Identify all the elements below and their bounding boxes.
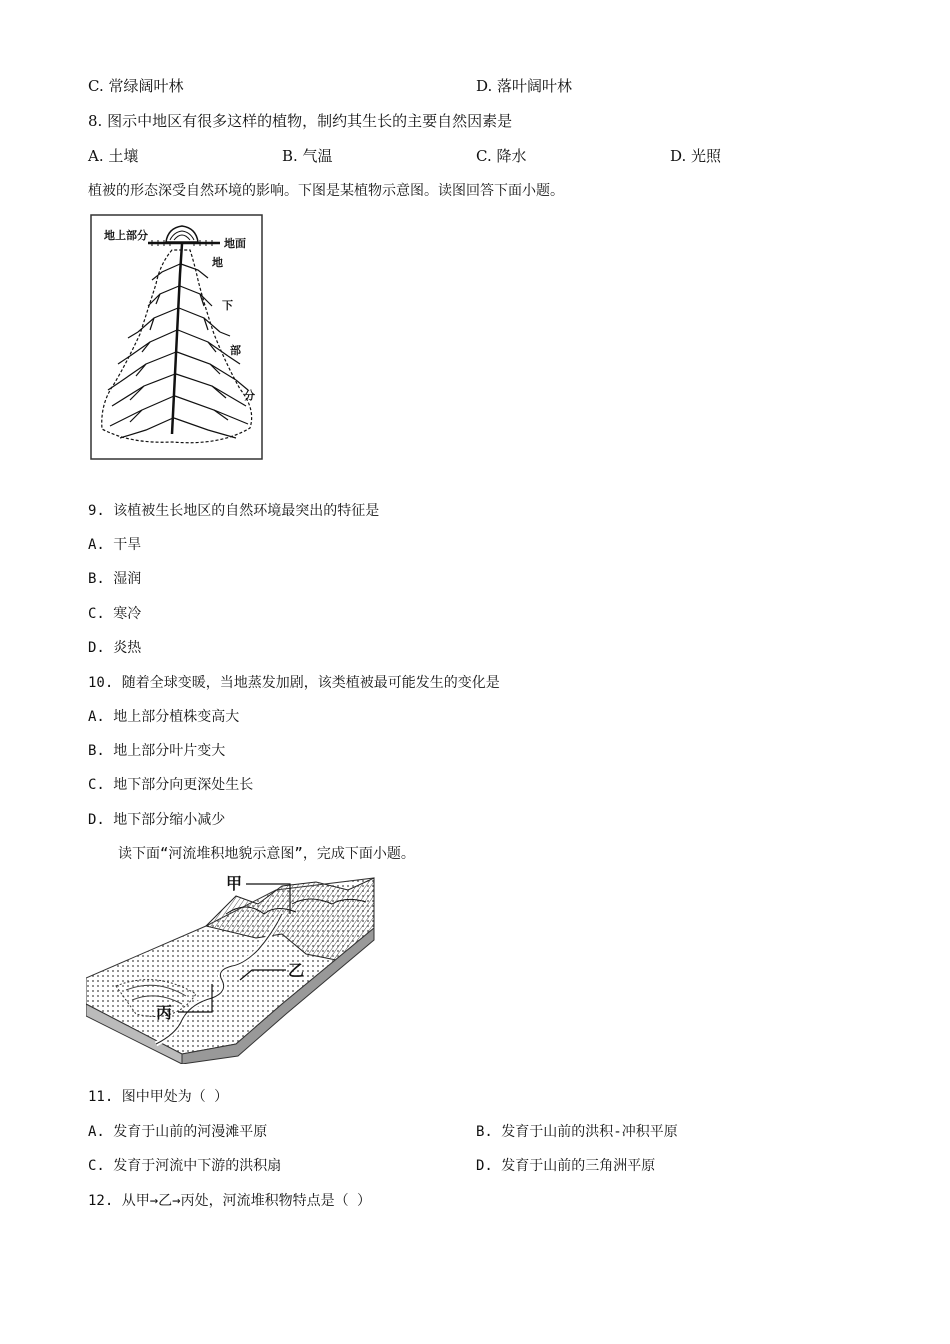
q8-option-d: D. 光照 — [670, 147, 722, 165]
plant-intro-text: 植被的形态深受自然环境的影响。下图是某植物示意图。读图回答下面小题。 — [88, 183, 564, 199]
q8-option-b: B. 气温 — [282, 147, 333, 165]
river-label-yi: 乙 — [288, 961, 305, 980]
plant-figure — [90, 214, 264, 461]
river-label-bing: 丙 — [156, 1003, 173, 1022]
river-intro-text: 读下面“河流堆积地貌示意图”，完成下面小题。 — [118, 846, 415, 862]
river-landform-figure — [86, 874, 376, 1064]
q9-option-a: A. 干旱 — [88, 537, 142, 553]
q11-option-d: D. 发育于山前的三角洲平原 — [476, 1158, 656, 1174]
q11-option-c: C. 发育于河流中下游的洪积扇 — [88, 1158, 282, 1174]
q10-option-d: D. 地下部分缩小减少 — [88, 812, 226, 828]
river-block-diagram — [86, 874, 376, 1064]
q8-option-c: C. 降水 — [476, 147, 527, 165]
q7-option-d: D. 落叶阔叶林 — [476, 77, 573, 95]
plant-below-label-4: 分 — [244, 389, 255, 402]
q10-option-c: C. 地下部分向更深处生长 — [88, 777, 254, 793]
river-label-jia: 甲 — [226, 874, 243, 893]
q11-stem: 11. 图中甲处为（ ） — [88, 1089, 229, 1105]
plant-root-diagram — [90, 214, 264, 461]
q10-stem: 10. 随着全球变暖，当地蒸发加剧，该类植被最可能发生的变化是 — [88, 675, 500, 691]
plant-below-label-2: 下 — [222, 299, 233, 312]
q10-option-b: B. 地上部分叶片变大 — [88, 743, 226, 759]
q9-stem: 9. 该植被生长地区的自然环境最突出的特征是 — [88, 503, 380, 519]
q8-stem: 8. 图示中地区有很多这样的植物，制约其生长的主要自然因素是 — [88, 112, 513, 130]
plant-below-label-3: 部 — [230, 344, 241, 357]
plant-ground-label: 地面 — [224, 237, 246, 250]
plant-below-label-1: 地 — [212, 256, 223, 269]
q12-stem: 12. 从甲→乙→丙处，河流堆积物特点是（ ） — [88, 1193, 371, 1209]
plant-above-label: 地上部分 — [104, 229, 148, 242]
q7-option-c: C. 常绿阔叶林 — [88, 77, 184, 95]
q11-option-a: A. 发育于山前的河漫滩平原 — [88, 1124, 268, 1140]
q9-option-b: B. 湿润 — [88, 571, 142, 587]
q10-option-a: A. 地上部分植株变高大 — [88, 709, 240, 725]
q9-option-c: C. 寒冷 — [88, 606, 142, 622]
q8-option-a: A. 土壤 — [88, 147, 139, 165]
q9-option-d: D. 炎热 — [88, 640, 142, 656]
q11-option-b: B. 发育于山前的洪积-冲积平原 — [476, 1124, 678, 1140]
